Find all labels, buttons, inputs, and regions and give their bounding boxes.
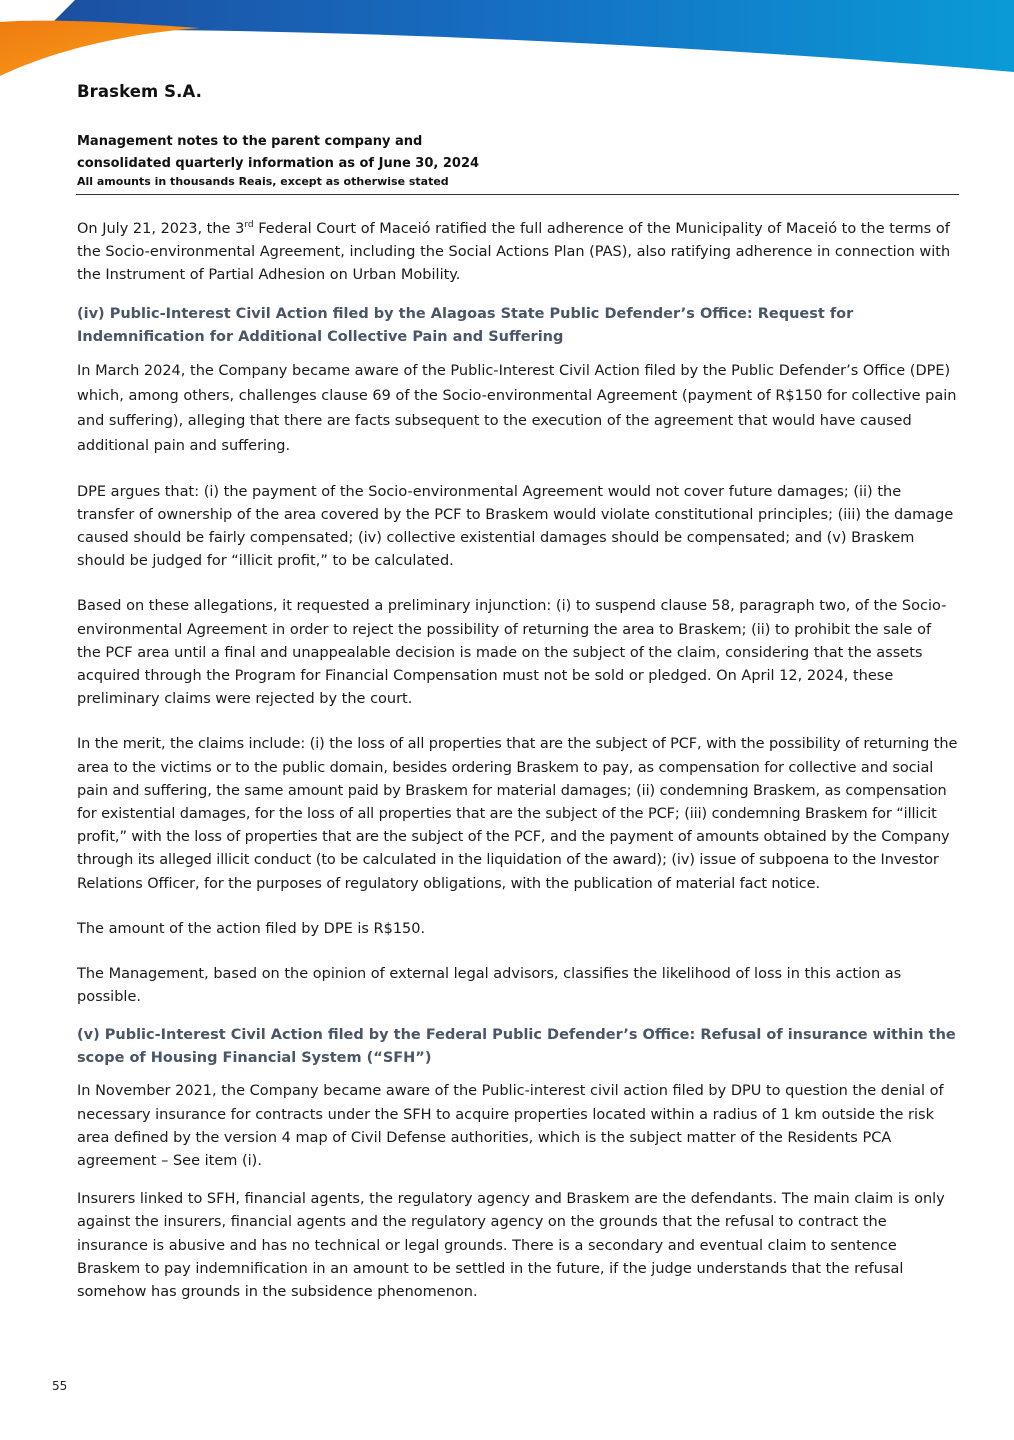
report-title-line-1: Management notes to the parent company and — [77, 134, 423, 149]
paragraph-dpu-awareness: In November 2021, the Company became aware of the Public-interest civil action filed by DPU to question the denial of necessary insurance for contracts under the SFH to acquire properties located within a radius of 1 km outside the risk area defined by the version 4 map of Civil Defense authorities, which is the subject matter of the Residents PCA agreement – See item (i). — [77, 1083, 944, 1170]
paragraph-court-ratification — [77, 218, 959, 288]
report-title-line-2: consolidated quarterly information as of June 30, 2024 — [77, 156, 480, 171]
ordinal-suffix: rd — [244, 220, 254, 231]
paragraph-merit-claims: In the merit, the claims include: (i) the loss of all properties that are the subject of PCF, with the possibility of returning the area to the victims or to the public domain, besides ordering Braskem to pay, as compensation for collective and social pain and suffering, the same amount paid by Braskem for material damages; (ii) condemning Braskem, as compensation for existential damages, for the loss of all properties that are the subject of the PCF; (iii) condemning Braskem for “illicit profit,” with the loss of properties that are the subject of the PCF, and the payment of amounts obtained by the Company through its alleged illicit conduct (to be calculated in the liquidation of the award); (iv) issue of subpoena to the Investor Relations Officer, for the purposes of regulatory obligations, with the publication of material fact notice. — [77, 736, 958, 892]
paragraph-action-amount: The amount of the action filed by DPE is R$150. — [77, 920, 426, 937]
paragraph-likelihood-of-loss: The Management, based on the opinion of external legal advisors, classifies the likelihood of loss in this action as possible. — [77, 966, 902, 1006]
document-body — [77, 218, 959, 1319]
page-number: 55 — [52, 1379, 68, 1393]
section-heading-v: (v) Public-Interest Civil Action filed by the Federal Public Defender’s Office: Refusal of insurance within the scope of Housing Financial System (“SFH”) — [77, 1027, 956, 1067]
banner-blue-stripe — [45, 0, 1014, 72]
amounts-note: All amounts in thousands Reais, except as otherwise stated — [77, 175, 449, 188]
p1-text-a: On July 21, 2023, the 3 — [77, 221, 245, 237]
header-divider — [76, 194, 959, 195]
company-name: Braskem S.A. — [77, 82, 203, 101]
paragraph-preliminary-injunction: Based on these allegations, it requested a preliminary injunction: (i) to suspend clause 58, paragraph two, of the Socio-environmental Agreement in order to reject the possibility of returning the area to Braskem; (ii) to prohibit the sale of the PCF area until a final and unappealable decision is made on the subject of the claim, considering that the assets acquired through the Program for Financial Compensation must not be sold or pledged. On April 12, 2024, these preliminary claims were rejected by the court. — [77, 598, 947, 708]
p1-text-b: Federal Court of Maceió ratified the full adherence of the Municipality of Maceió to the terms of the Socio-environmental Agreement, including the Social Actions Plan (PAS), also ratifying adherence in connection with the Instrument of Partial Adhesion on Urban Mobility. — [77, 221, 951, 284]
header-banner — [0, 0, 1014, 80]
report-title — [77, 131, 479, 175]
banner-orange-swoosh — [0, 21, 200, 76]
paragraph-defendants: Insurers linked to SFH, financial agents, the regulatory agency and Braskem are the defendants. The main claim is only against the insurers, financial agents and the regulatory agency on the grounds that the refusal to contract the insurance is abusive and has no technical or legal grounds. There is a secondary and eventual claim to sentence Braskem to pay indemnification in an amount to be settled in the future, if the judge understands that the refusal somehow has grounds in the subsidence phenomenon. — [77, 1191, 945, 1301]
paragraph-dpe-awareness: In March 2024, the Company became aware of the Public-Interest Civil Action filed by the Public Defender’s Office (DPE) which, among others, challenges clause 69 of the Socio-environmental Agreement (payment of R$150 for collective pain and suffering), alleging that there are facts subsequent to the execution of the agreement that would have caused additional pain and suffering. — [77, 362, 957, 454]
section-heading-iv: (iv) Public-Interest Civil Action filed by the Alagoas State Public Defender’s Office: Request for Indemnification for Additional Collective Pain and Suffering — [77, 305, 854, 345]
paragraph-dpe-arguments: DPE argues that: (i) the payment of the Socio-environmental Agreement would not cover future damages; (ii) the transfer of ownership of the area covered by the PCF to Braskem would violate constitutional principles; (iii) the damage caused should be fairly compensated; (iv) collective existential damages should be compensated; and (v) Braskem should be judged for “illicit profit,” to be calculated. — [77, 483, 954, 570]
